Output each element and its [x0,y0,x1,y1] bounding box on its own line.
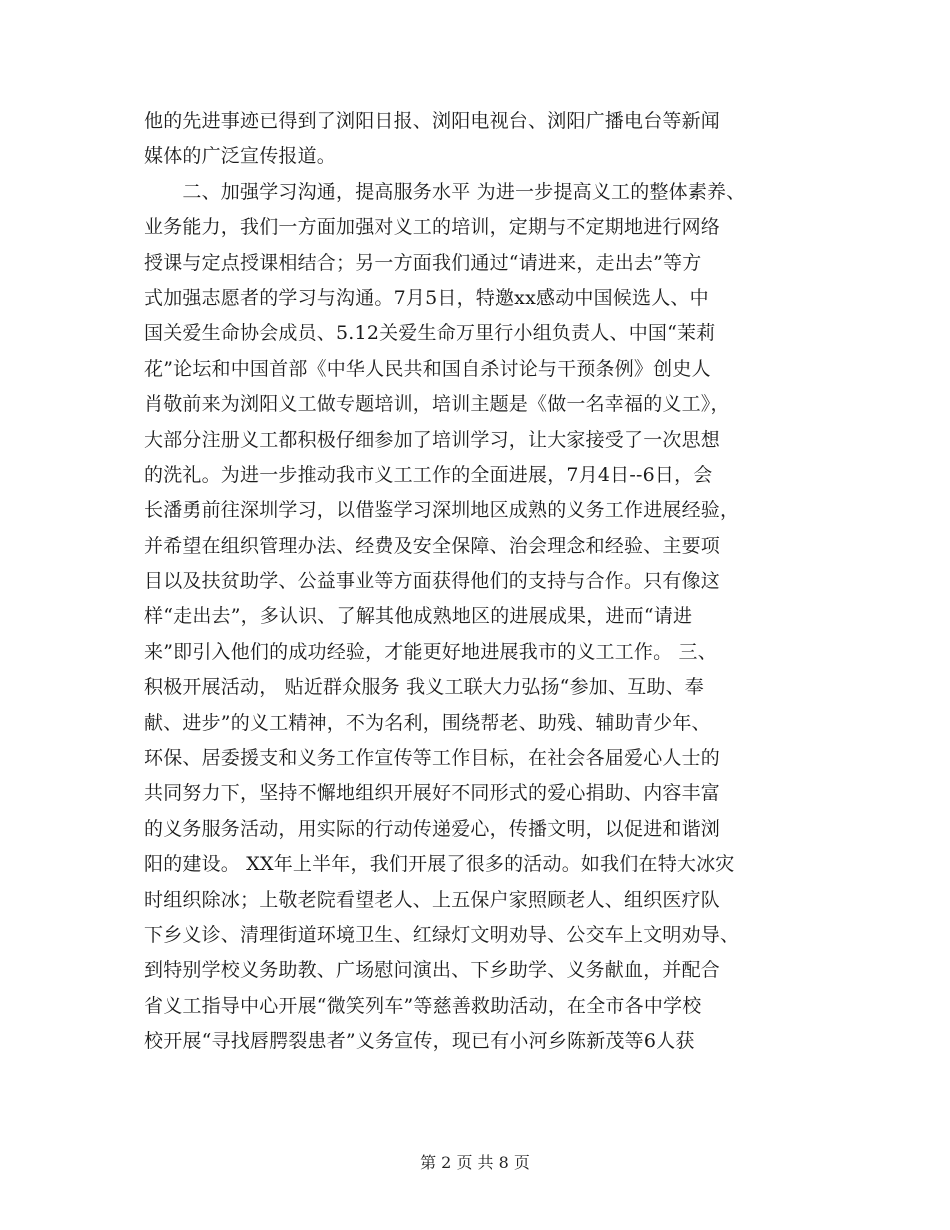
text-line: 媒体的广泛宣传报道。 [144,145,337,168]
text-line: 式加强志愿者的学习与沟通。7月5日，特邀xx感动中国候选人、中 [144,286,709,309]
text-line: 的洗礼。为进一步推动我市义工工作的全面进展，7月4日--6日，会 [144,463,713,486]
text-line: 到特别学校义务助教、广场慰问演出、下乡助学、义务献血，并配合 [144,959,721,982]
text-line: 大部分注册义工都积极仔细参加了培训学习，让大家接受了一次思想 [144,428,721,451]
text-line: 阳的建设。 XX年上半年，我们开展了很多的活动。如我们在特大冰灾 [144,853,735,876]
text-line: 授课与定点授课相结合；另一方面我们通过“请进来，走出去”等方 [144,251,702,274]
text-line: 省义工指导中心开展“微笑列车”等慈善救助活动，在全市各中学校 [144,994,702,1017]
text-line: 校开展“寻找唇腭裂患者”义务宣传，现已有小河乡陈新茂等6人获 [144,1030,695,1053]
text-line: 目以及扶贫助学、公益事业等方面获得他们的支持与合作。只有像这 [144,570,721,593]
text-line: 来”即引入他们的成功经验，才能更好地进展我市的义工工作。 三、 [144,640,717,663]
text-line: 业务能力，我们一方面加强对义工的培训，定期与不定期地进行网络 [144,216,721,239]
page-number-footer: 第 2 页 共 8 页 [420,1153,530,1172]
text-line: 花”论坛和中国首部《中华人民共和国自杀讨论与干预条例》创史人 [144,357,711,380]
text-line: 肖敬前来为浏阳义工做专题培训，培训主题是《做一名幸福的义工》， [144,393,730,416]
text-line: 二、加强学习沟通，提高服务水平 为进一步提高义工的整体素养、 [144,180,746,203]
text-line: 时组织除冰；上敬老院看望老人、上五保户家照顾老人、组织医疗队 [144,888,721,911]
text-line: 环保、居委援支和义务工作宣传等工作目标，在社会各届爱心人士的 [144,747,721,770]
text-line: 下乡义诊、清理街道环境卫生、红绿灯文明劝导、公交车上文明劝导、 [144,923,740,946]
text-line: 样“走出去”，多认识、了解其他成熟地区的进展成果，进而“请进 [144,605,693,628]
text-line: 长潘勇前往深圳学习，以借鉴学习深圳地区成熟的义务工作进展经验， [144,499,740,522]
text-line: 积极开展活动， 贴近群众服务 我义工联大力弘扬“参加、互助、奉 [144,676,704,699]
text-line: 他的先进事迹已得到了浏阳日报、浏阳电视台、浏阳广播电台等新闻 [144,110,721,132]
text-line: 献、进步”的义工精神，不为名利，围绕帮老、助残、辅助青少年、 [144,711,711,734]
text-line: 的义务服务活动，用实际的行动传递爱心，传播文明，以促进和谐浏 [144,817,721,840]
text-line: 并希望在组织管理办法、经费及安全保障、治会理念和经验、主要项 [144,534,721,557]
body-text [144,104,834,1060]
text-line: 共同努力下，坚持不懈地组织开展好不同形式的爱心捐助、内容丰富 [144,782,721,805]
text-line: 国关爱生命协会成员、5.12关爱生命万里行小组负责人、中国“茉莉 [144,322,716,345]
